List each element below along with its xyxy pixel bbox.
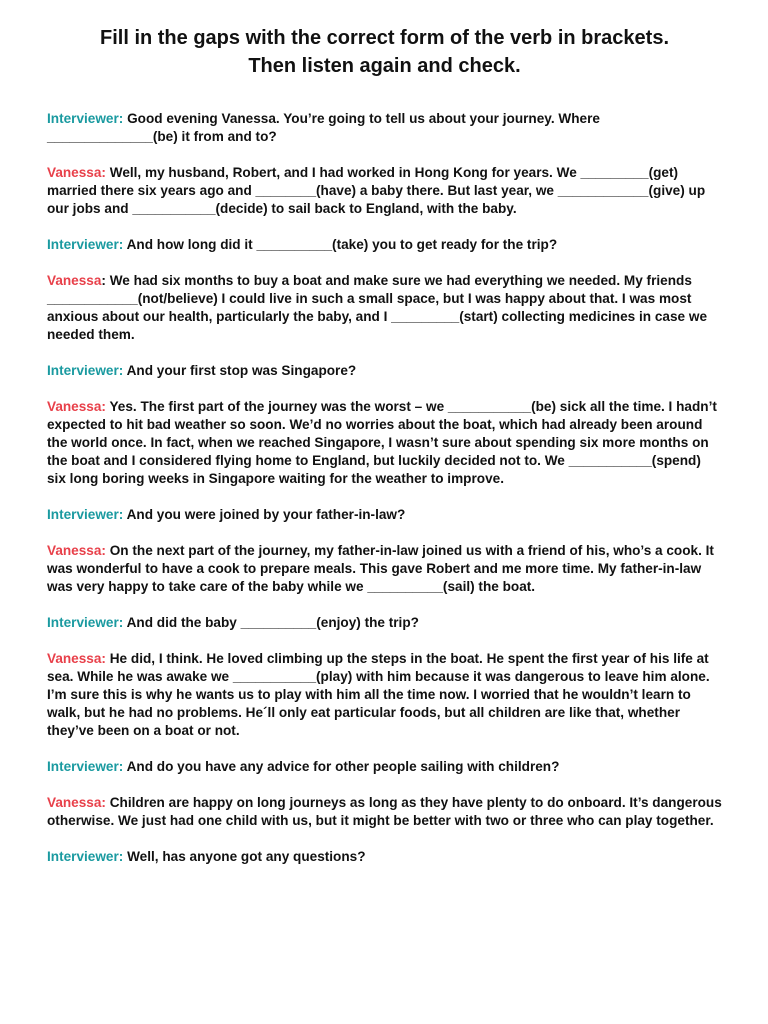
utterance-text: And your first stop was Singapore?	[126, 363, 357, 378]
utterance-text: Yes. The first part of the journey was the worst – we ___________(be) sick all the time. I hadn’t expected to hit bad weather so soon. We’d no worries about the boat, which had already been around the world once. In fact, when we reached Singapore, I wasn’t sure about spending six more months on the boat and I considered flying home to England, but luckily decided not to. We ___________(spend) six long boring weeks in Singapore waiting for the weather to improve.	[47, 399, 717, 486]
speaker-label: Interviewer:	[47, 849, 124, 864]
dialogue-turn-interviewer	[47, 506, 722, 524]
dialogue-turn-interviewer	[47, 362, 722, 380]
speaker-label: Interviewer:	[47, 759, 124, 774]
utterance-text: And how long did it __________(take) you to get ready for the trip?	[126, 237, 558, 252]
dialogue-turn-vanessa	[47, 794, 722, 830]
utterance-text: Good evening Vanessa. You’re going to tell us about your journey. Where ______________(be) it from and to?	[47, 111, 600, 144]
dialogue-turn-interviewer	[47, 110, 722, 146]
speaker-label: Interviewer:	[47, 237, 124, 252]
speaker-label: Interviewer:	[47, 363, 124, 378]
utterance-text: Well, has anyone got any questions?	[127, 849, 366, 864]
speaker-label: Interviewer:	[47, 507, 124, 522]
utterance-text: And did the baby __________(enjoy) the trip?	[126, 615, 419, 630]
dialogue-turn-interviewer	[47, 848, 722, 866]
dialogue-turn-vanessa	[47, 164, 722, 218]
dialogue-turn-vanessa	[47, 542, 722, 596]
dialogue-turn-interviewer	[47, 236, 722, 254]
dialogue-turn-interviewer	[47, 758, 722, 776]
speaker-label: Vanessa:	[47, 399, 106, 414]
dialogue	[47, 110, 722, 866]
utterance-text: And do you have any advice for other people sailing with children?	[126, 759, 560, 774]
speaker-label: Vanessa	[47, 273, 102, 288]
utterance-text: Children are happy on long journeys as long as they have plenty to do onboard. It’s dangerous otherwise. We just had one child with us, but it might be better with two or three who can play together.	[47, 795, 722, 828]
dialogue-turn-vanessa	[47, 272, 722, 344]
speaker-label: Vanessa:	[47, 795, 106, 810]
utterance-text: : We had six months to buy a boat and make sure we had everything we needed. My friends ____________(not/believe) I could live in such a small space, but I was happy about that. I was most anxious about our health, particularly the baby, and I _________(start) collecting medicines in case we needed them.	[47, 273, 708, 342]
utterance-text: On the next part of the journey, my father-in-law joined us with a friend of his, who’s a cook. It was wonderful to have a cook to prepare meals. This gave Robert and me more time. My father-in-law was very happy to take care of the baby while we __________(sail) the boat.	[47, 543, 714, 594]
speaker-label: Vanessa:	[47, 165, 106, 180]
dialogue-turn-vanessa	[47, 398, 722, 488]
utterance-text: Well, my husband, Robert, and I had worked in Hong Kong for years. We _________(get) married there six years ago and ________(have) a baby there. But last year, we ____________(give) up our jobs and ___________(decide) to sail back to England, with the baby.	[47, 165, 706, 216]
utterance-text: He did, I think. He loved climbing up the steps in the boat. He spent the first year of his life at sea. While he was awake we ___________(play) with him because it was dangerous to leave him alone. I’m sure this is why he wants us to play with him all the time now. I worried that he wouldn’t learn to walk, but he had no problems. He´ll only eat particular foods, but all children are like that, whether they’ve been on a boat or not.	[47, 651, 710, 738]
worksheet-title: Fill in the gaps with the correct form of the verb in brackets. Then listen again and check.	[100, 27, 669, 77]
utterance-text: And you were joined by your father-in-law?	[126, 507, 406, 522]
speaker-label: Vanessa:	[47, 543, 106, 558]
speaker-label: Interviewer:	[47, 111, 124, 126]
speaker-label: Vanessa:	[47, 651, 106, 666]
dialogue-turn-vanessa	[47, 650, 722, 740]
speaker-label: Interviewer:	[47, 615, 124, 630]
dialogue-turn-interviewer	[47, 614, 722, 632]
